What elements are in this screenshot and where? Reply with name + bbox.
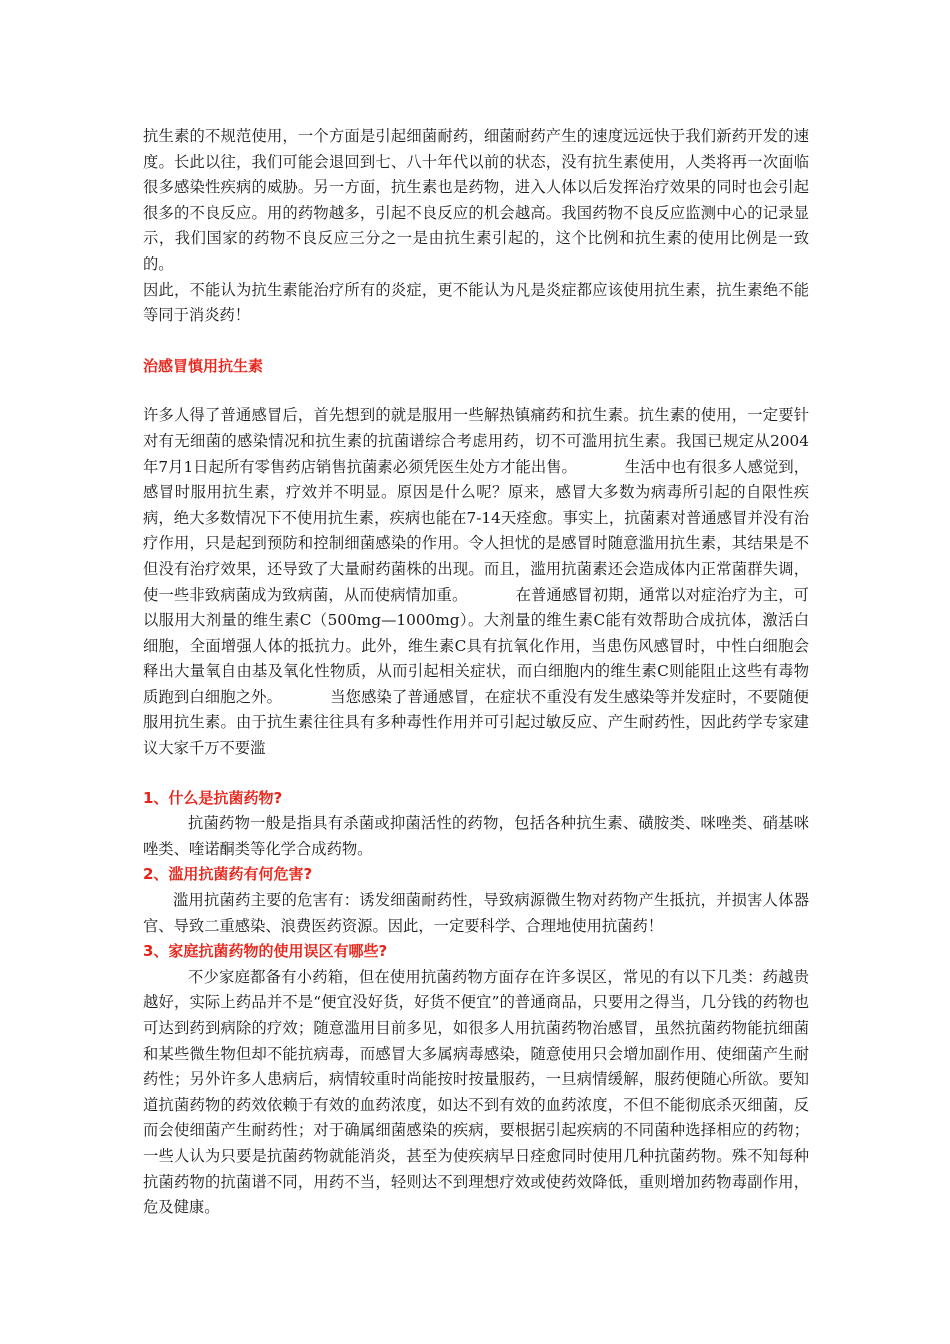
- question-3-title: 3、家庭抗菌药物的使用误区有哪些?: [143, 942, 388, 961]
- question-3-answer: 不少家庭都备有小药箱，但在使用抗菌药物方面存在许多误区，常见的有以下几类：药越贵越好，实际上药品并不是“便宜没好货，好货不便宜”的普通商品，只要用之得当，几分钱的药物也可达到药到病除的疗效；随意滥用目前多见，如很多人用抗菌药物治感冒，虽然抗菌药物能抗细菌和某些微生物但却不能抗病毒，而感冒大多属病毒感染，随意使用只会增加副作用、使细菌产生耐药性；另外许多人患病后，病情较重时尚能按时按量服药，一旦病情缓解，服药便随心所欲。要知道抗菌药物的药效依赖于有效的血药浓度，如达不到有效的血药浓度，不但不能彻底杀灭细菌，反而会使细菌产生耐药性；对于确属细菌感染的疾病，要根据引起疾病的不同菌种选择相应的药物；一些人认为只要是抗菌药物就能消炎，甚至为使疾病早日痊愈同时使用几种抗菌药物。殊不知每种抗菌药物的抗菌谱不同，用药不当，轻则达不到理想疗效或使药效降低，重则增加药物毒副作用，危及健康。: [143, 967, 809, 1217]
- cold-text-a: 许多人得了普通感冒后，首先想到的就是服用一些解热镇痛药和抗生素。抗生素的使用，一定要针对有无细菌的感染情况和抗生素的抗菌谱综合考虑用药，切不可滥用抗生素。我国已规定从2004年7月1日起所有零售药店销售抗菌素必须凭医生处方才能出售。: [143, 406, 809, 476]
- intro-paragraph-1: 抗生素的不规范使用，一个方面是引起细菌耐药，细菌耐药产生的速度远远快于我们新药开发的速度。长此以往，我们可能会退回到七、八十年代以前的状态，没有抗生素使用，人类将再一次面临很多感染性疾病的威胁。另一方面，抗生素也是药物，进入人体以后发挥治疗效果的同时也会引起很多的不良反应。用的药物越多，引起不良反应的机会越高。我国药物不良反应监测中心的记录显示，我们国家的药物不良反应三分之一是由抗生素引起的，这个比例和抗生素的使用比例是一致的。: [143, 127, 809, 273]
- intro-paragraph-2: 因此，不能认为抗生素能治疗所有的炎症，更不能认为凡是炎症都应该使用抗生素，抗生素绝不能等同于消炎药！: [143, 280, 809, 325]
- question-2-answer: 滥用抗菌药主要的危害有：诱发细菌耐药性，导致病源微生物对药物产生抵抗，并损害人体器官、导致二重感染、浪费医药资源。因此，一定要科学、合理地使用抗菌药！: [143, 891, 809, 935]
- section-title-cold: 治感冒慎用抗生素: [143, 356, 264, 375]
- question-2-title: 2、滥用抗菌药有何危害?: [143, 865, 313, 884]
- cold-paragraph: [143, 403, 809, 761]
- question-1-title: 1、什么是抗菌药物?: [143, 788, 283, 807]
- cold-text-c: 在普通感冒初期，通常以对症治疗为主，可以服用大剂量的维生素C（500mg—1000mg）。大剂量的维生素C能有效帮助合成抗体，激活白细胞，全面增强人体的抵抗力。此外，维生素C具有抗氧化作用，当患伤风感冒时，中性白细胞会释出大量氧自由基及氧化性物质，从而引起相关症状，而白细胞内的维生素C则能阻止这些有毒物质跑到白细胞之外。: [143, 585, 809, 706]
- cold-text-d: 当您感染了普通感冒，在症状不重没有发生感染等并发症时，不要随便服用抗生素。由于抗生素往往具有多种毒性作用并可引起过敏反应、产生耐药性，因此药学专家建议大家千万不要滥: [143, 687, 809, 758]
- cold-text-b: 生活中也有很多人感觉到，感冒时服用抗生素，疗效并不明显。原因是什么呢？原来，感冒大多数为病毒所引起的自限性疾病，绝大多数情况下不使用抗生素，疾病也能在7-14天痊愈。事实上，抗菌素对普通感冒并没有治疗作用，只是起到预防和控制细菌感染的作用。令人担忧的是感冒时随意滥用抗生素，其结果是不但没有治疗效果，还导致了大量耐药菌株的出现。而且，滥用抗菌素还会造成体内正常菌群失调，使一些非致病菌成为致病菌，从而使病情加重。: [143, 457, 809, 604]
- question-1-answer: 抗菌药物一般是指具有杀菌或抑菌活性的药物，包括各种抗生素、磺胺类、咪唑类、硝基咪唑类、喹诺酮类等化学合成药物。: [143, 814, 809, 858]
- document-page: [143, 124, 809, 1221]
